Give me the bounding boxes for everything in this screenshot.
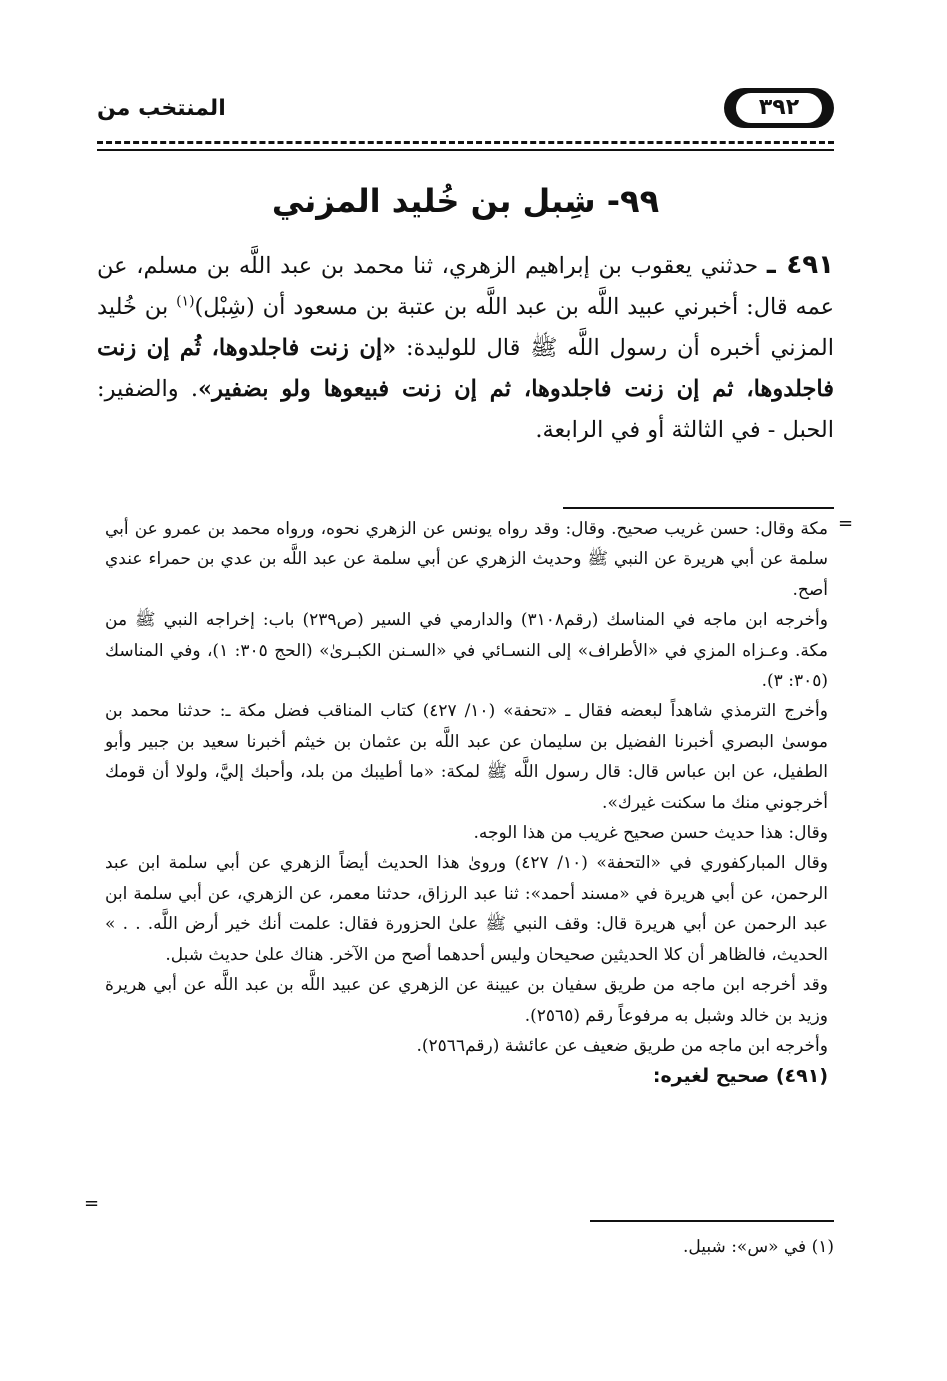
note-paragraph: وأخرجه ابن ماجه في المناسك (رقم٣١٠٨) والدارمي في السير (ص٢٣٩) باب: إخراجه النبي ﷺ من مكة. وعـزاه المزي في «الأطراف» إلى النسـائي في «السـنن الكبـرىٰ» (الحج ٣٠٥: ١)، وفي المناسك (٣٠٥: ٣). <box>105 610 829 692</box>
continuation-mark-bottom: = <box>84 1193 100 1214</box>
hadith-ending: . والضفير: الحبل - في الثالثة أو في الرابعة. <box>97 376 834 443</box>
note-paragraph: وقال: هذا حديث حسن صحيح غريب من هذا الوجه. <box>473 823 828 844</box>
header-solid-rule <box>97 149 834 151</box>
running-book-title: المنتخب من <box>97 96 226 121</box>
commentary-notes <box>105 514 828 1092</box>
note-paragraph: وقد أخرجه ابن ماجه من طريق سفيان بن عيينة عن الزهري عن عبيد اللَّه بن عبد اللَّه عن أبي هريرة وزيد بن خالد وشبل به مرفوعاً رقم (٢٥٦٥). <box>105 975 828 1026</box>
footnote: (١) في «س»: شبيل. <box>683 1237 834 1257</box>
page-number-badge <box>724 88 834 128</box>
hadith-paragraph <box>97 245 834 451</box>
note-paragraph: وأخرج الترمذي شاهداً لبعضه فقال ـ «تحفة» (١٠/ ٤٢٧) كتاب المناقب فضل مكة ـ: حدثنا محمد بن موسىٰ البصري أخبرنا الفضيل بن سليمان عن عبد اللَّه بن عثمان بن خيثم أخبرنا سعيد بن جبير وأبو الطفيل، عن ابن عباس قال: قال رسول اللَّه ﷺ لمكة: «ما أطيبك من بلد، وأحبك إليَّ، ولولا أن قومك أخرجوني منك ما سكنت غيرك». <box>105 701 828 813</box>
hadith-narration: بن خُليد المزني أخبره أن رسول اللَّه ﷺ قال للوليدة: <box>97 294 834 361</box>
hadith-quote: «إن زنت فاجلدوها، ثُم إن زنت فاجلدوها، ثم إن زنت فاجلدوها، ثم إن زنت فبيعوها ولو بضفير» <box>97 335 834 402</box>
hadith-text <box>97 245 834 451</box>
page-number: ٣٩٢ <box>736 93 822 123</box>
continuation-mark-top: = <box>838 513 854 534</box>
hadith-verdict: (٤٩١) صحيح لغيره: <box>652 1065 828 1088</box>
header-dashed-rule <box>97 141 834 144</box>
footnote-rule <box>590 1220 834 1222</box>
chapter-title: ٩٩- شِبل بن خُليد المزني <box>271 182 660 220</box>
text-notes-divider <box>563 507 834 509</box>
note-paragraph: وأخرجه ابن ماجه من طريق ضعيف عن عائشة (رقم٢٥٦٦). <box>416 1035 828 1056</box>
hadith-number: ٤٩١ ـ <box>766 250 834 280</box>
page-header <box>97 88 834 136</box>
hadith-isnad: حدثني يعقوب بن إبراهيم الزهري، ثنا محمد بن عبد اللَّه بن مسلم، عن عمه قال: أخبرني عبيد اللَّه بن عبد اللَّه بن عتبة بن مسعود أن (شِبْل) <box>97 253 834 320</box>
note-paragraph: وقال المباركفوري في «التحفة» (١٠/ ٤٢٧) وروىٰ هذا الحديث أيضاً الزهري عن أبي سلمة ابن عبد الرحمن، عن أبي هريرة في «مسند أحمد»: ثنا عبد الرزاق، حدثنا معمر، عن الزهري، عن أبي سلمة ابن عبد الرحمن عن أبي هريرة قال: وقف النبي ﷺ علىٰ الحزورة فقال: علمت أنك خير أرض اللَّه. . . » الحديث، فالظاهر أن كلا الحديثين صحيحان وليس أحدهما أصح من الآخر. هناك علىٰ حديث شبل. <box>105 853 829 965</box>
footnote-marker: (١) <box>176 293 195 310</box>
note-paragraph: مكة وقال: حسن غريب صحيح. وقال: وقد رواه يونس عن الزهري نحوه، ورواه محمد بن عمرو عن أبي سلمة عن أبي هريرة عن النبي ﷺ وحديث الزهري عن أبي سلمة عن عبد اللَّه بن عدي بن حمراء عندي أصح. <box>105 519 828 600</box>
